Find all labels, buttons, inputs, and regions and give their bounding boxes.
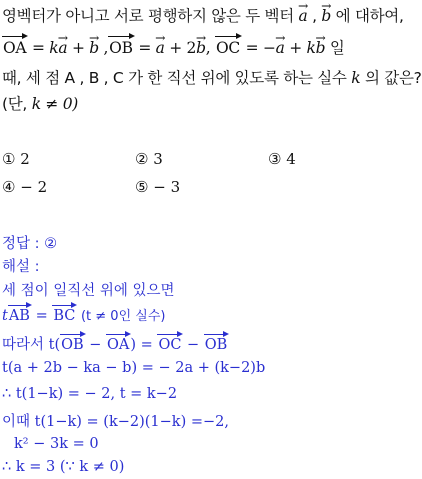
question-text: 영벡터가 아니고 서로 평행하지 않은 두 벡터 bbox=[2, 7, 294, 25]
choice-label: ⑤ bbox=[135, 178, 149, 196]
vector-a: → a bbox=[299, 7, 308, 25]
l3-mid: ) = bbox=[130, 337, 153, 353]
answer-label: 정답 : bbox=[2, 236, 40, 252]
question-condition: k ≠ 0) bbox=[31, 95, 79, 113]
explanation-line-7: k² − 3k = 0 bbox=[14, 436, 99, 452]
choice-label: ③ bbox=[268, 150, 282, 168]
vector-bc: BC bbox=[53, 308, 76, 324]
vector-oa: OA bbox=[3, 39, 27, 57]
choice-4[interactable] bbox=[2, 178, 47, 196]
vector-ob: OB bbox=[204, 337, 228, 353]
question-line2-tail: 일 bbox=[329, 39, 345, 57]
choice-value: − 2 bbox=[20, 178, 48, 196]
choice-5[interactable] bbox=[135, 178, 180, 196]
explanation-line-5: ∴ t(1−k) = − 2, t = k−2 bbox=[2, 386, 178, 402]
var-k: k bbox=[351, 69, 361, 87]
minus: − bbox=[187, 337, 200, 353]
eq-ob-2: + 2 bbox=[169, 39, 197, 57]
question-line-2: OA = k→ a + → b ,OB = → a + 2→ b, OC = −→ a + k→ b 일 bbox=[2, 36, 345, 58]
answer bbox=[2, 232, 57, 253]
explanation-line-1: 세 점이 일직선 위에 있으면 bbox=[2, 283, 175, 299]
vector-oc: OC bbox=[216, 39, 240, 57]
explanation-line-8: ∴ k = 3 (∵ k ≠ 0) bbox=[2, 459, 125, 475]
condition: (t ≠ 0인 실수) bbox=[80, 309, 166, 324]
question-line4-text: (단, bbox=[2, 95, 28, 113]
question-line-4 bbox=[2, 92, 78, 114]
vector-oa: OA bbox=[107, 337, 130, 353]
answer-value: ② bbox=[44, 236, 58, 252]
vector-ob: OB bbox=[109, 39, 133, 57]
choice-value: 2 bbox=[20, 150, 30, 168]
eq-oc-2: + k bbox=[289, 39, 316, 57]
choice-3[interactable] bbox=[268, 150, 296, 168]
explanation-line-3 bbox=[2, 333, 228, 354]
explanation-line-2 bbox=[2, 305, 165, 324]
choice-label: ① bbox=[2, 150, 16, 168]
choice-1[interactable] bbox=[2, 150, 30, 168]
question-line-3 bbox=[2, 66, 422, 88]
explanation-title: 해설 : bbox=[2, 259, 40, 275]
explanation-line-4: t(a + 2b − ka − b) = − 2a + (k−2)b bbox=[2, 360, 266, 376]
question-text-tail: 에 대하여, bbox=[335, 7, 404, 25]
var-t: t bbox=[2, 308, 8, 324]
l3-prefix: 따라서 t( bbox=[2, 337, 61, 353]
eq-ob: = bbox=[138, 39, 156, 57]
choice-value: − 3 bbox=[153, 178, 181, 196]
vector-ab: AB bbox=[8, 308, 30, 324]
choice-label: ④ bbox=[2, 178, 16, 196]
question-line-1: 영벡터가 아니고 서로 평행하지 않은 두 벡터 → a , → b 에 대하여, bbox=[2, 4, 404, 26]
vector-ob: OB bbox=[61, 337, 84, 353]
question-line3-text: 때, 세 점 A , B , C 가 한 직선 위에 있도록 하는 실수 bbox=[2, 69, 347, 87]
equals: = bbox=[35, 308, 48, 324]
explanation-line-6: 이때 t(1−k) = (k−2)(1−k) =−2, bbox=[2, 414, 229, 430]
minus: − bbox=[89, 337, 102, 353]
eq-oc: = − bbox=[245, 39, 276, 57]
choice-value: 3 bbox=[153, 150, 163, 168]
question-line3-tail: 의 값은? bbox=[364, 69, 422, 87]
choice-2[interactable] bbox=[135, 150, 163, 168]
choice-label: ② bbox=[135, 150, 149, 168]
eq-oa: = k bbox=[31, 39, 59, 57]
choice-value: 4 bbox=[286, 150, 296, 168]
vector-oc: OC bbox=[158, 337, 182, 353]
vector-b: → b bbox=[321, 7, 331, 25]
